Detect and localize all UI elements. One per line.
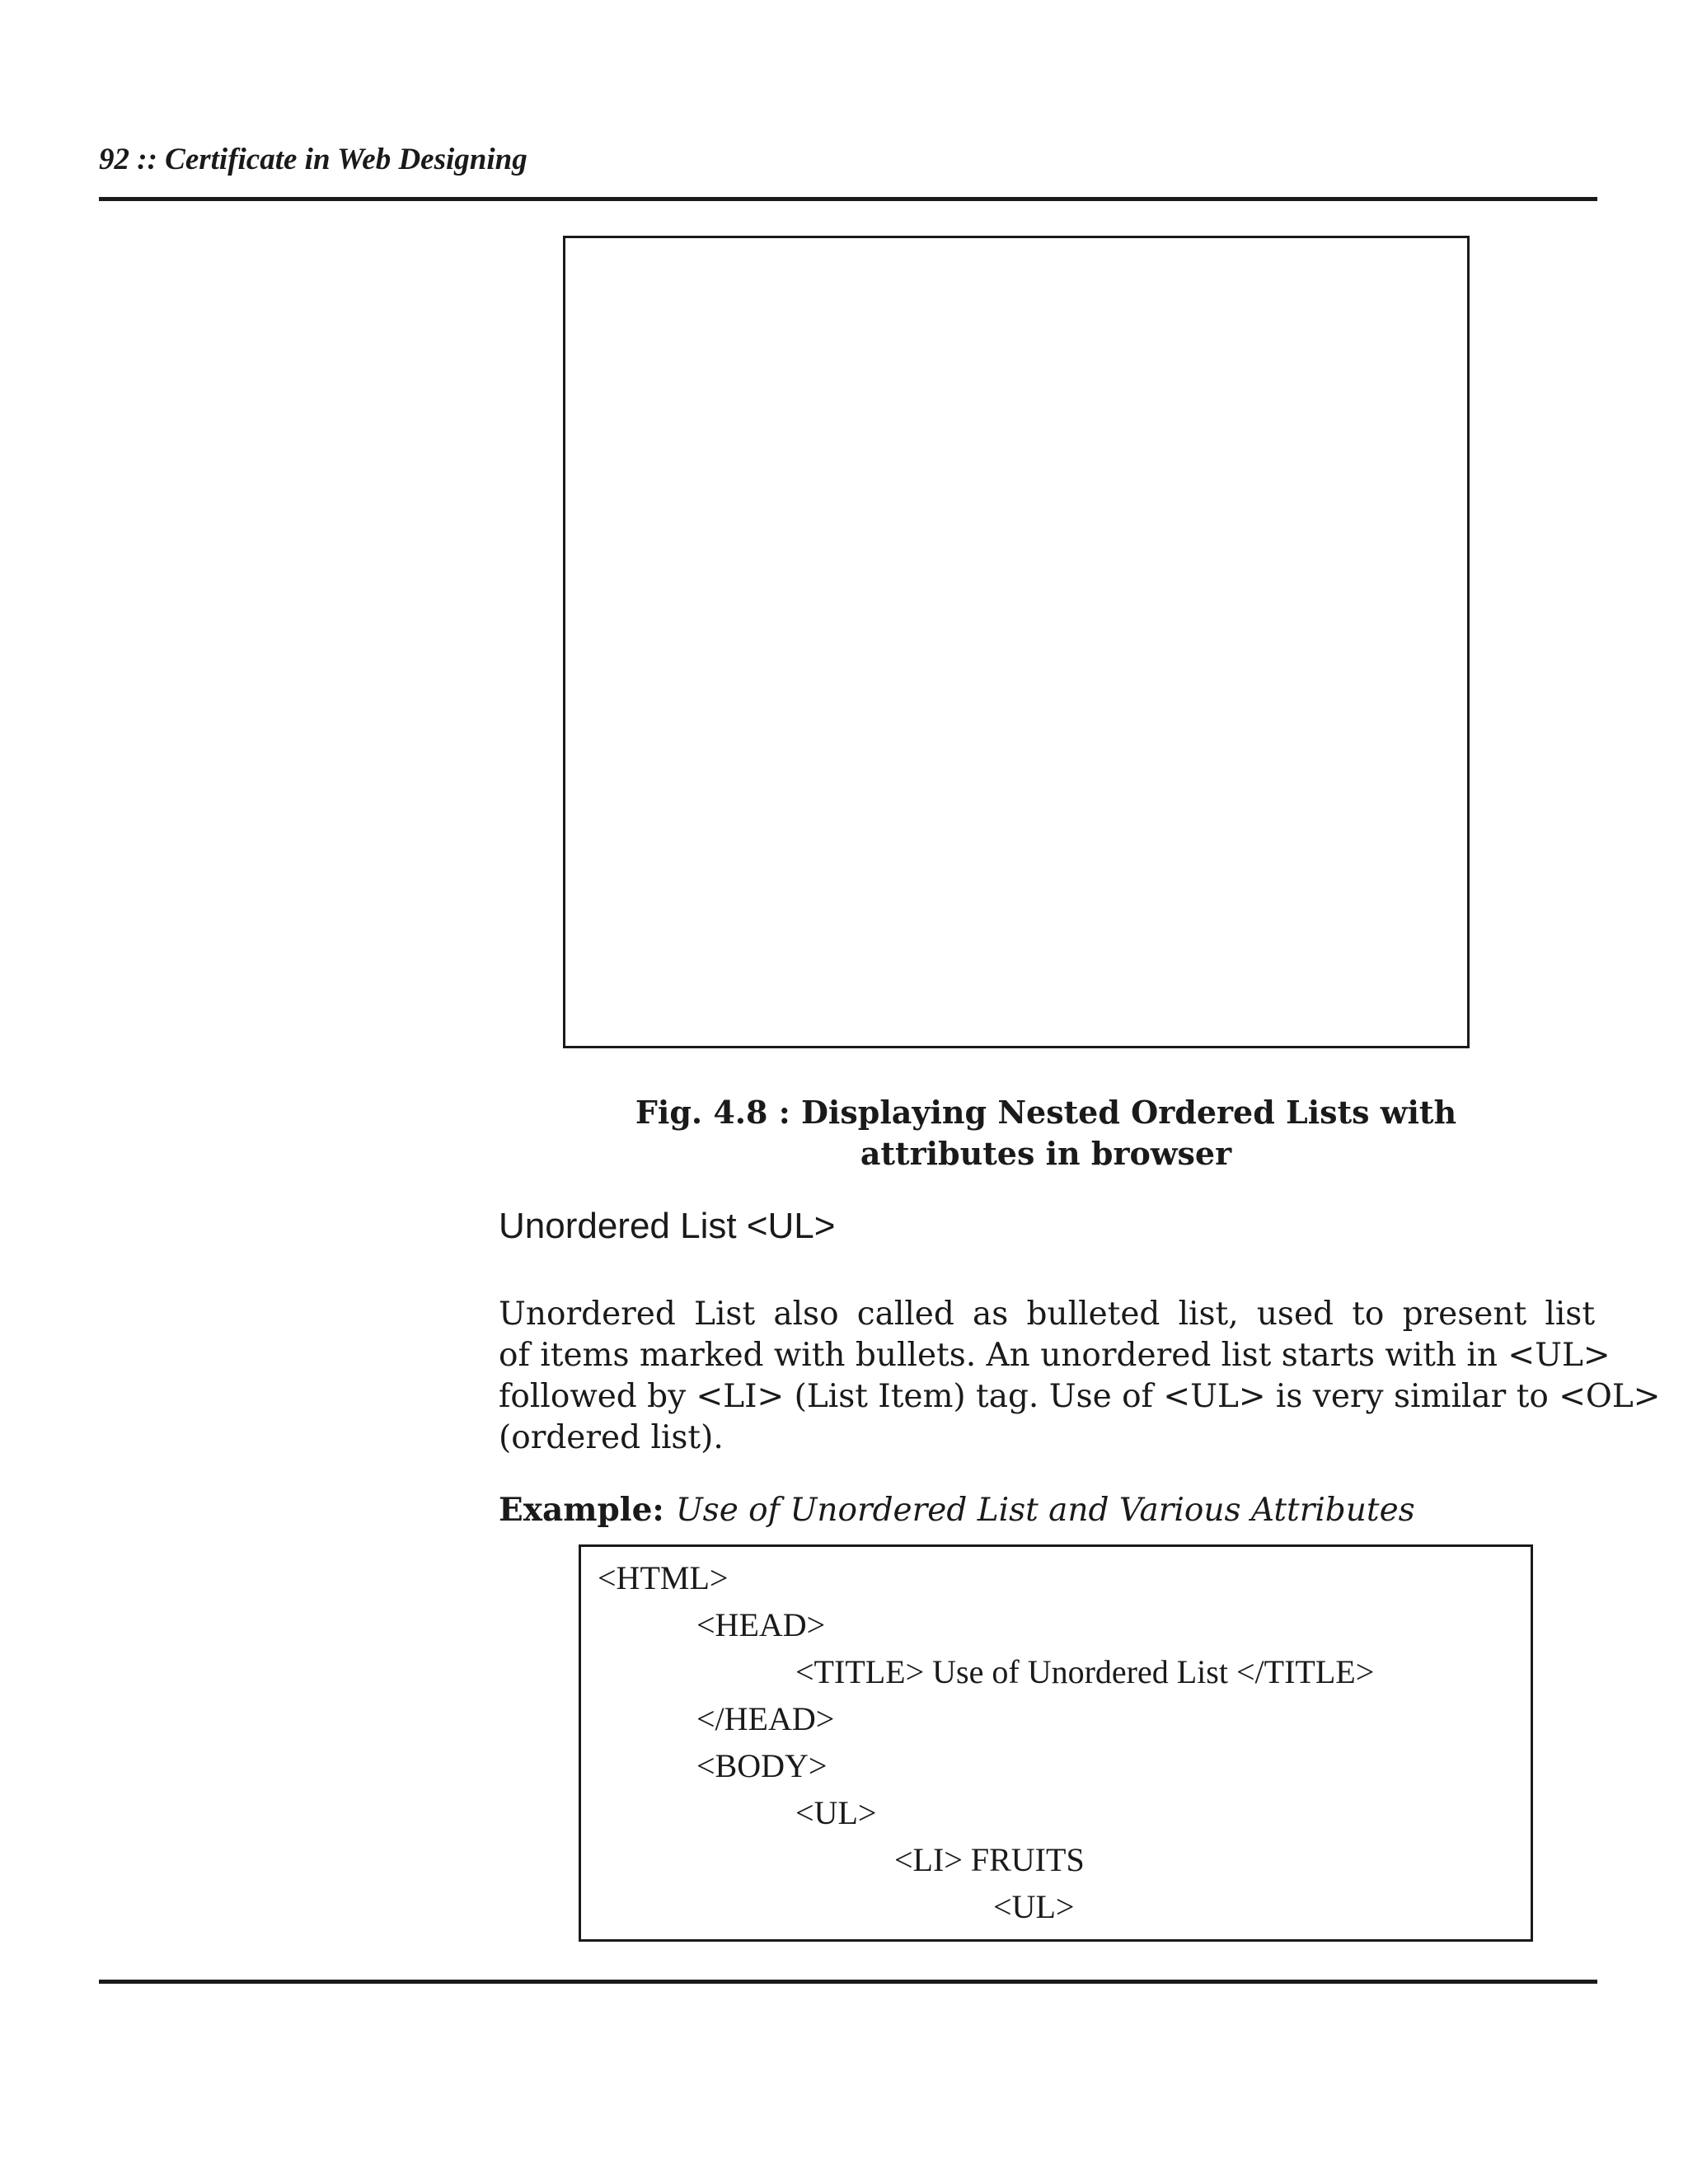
- paragraph-line: followed by <LI> (List Item) tag. Use of <UL> is very similar to <OL>: [499, 1378, 1661, 1415]
- figure-caption: [563, 1092, 1529, 1174]
- running-header: 92 :: Certificate in Web Designing: [99, 143, 528, 176]
- code-line: <LI> FRUITS: [894, 1841, 1085, 1878]
- code-line: <HEAD>: [696, 1606, 826, 1643]
- example-description: Use of Unordered List and Various Attributes: [675, 1492, 1415, 1529]
- code-line: <HTML>: [598, 1559, 729, 1596]
- section-heading: Unordered List <UL>: [499, 1206, 836, 1246]
- header-rule: [99, 197, 1597, 201]
- code-line: <BODY>: [696, 1747, 828, 1784]
- paragraph-line: Unordered List also called as bulleted list, used to present list: [499, 1296, 1595, 1333]
- example-label: Example:: [499, 1491, 664, 1529]
- example-line: [499, 1489, 1415, 1531]
- body-paragraph: [499, 1294, 1661, 1459]
- paragraph-line: of items marked with bullets. An unordered list starts with in <UL>: [499, 1337, 1611, 1374]
- code-line: <UL>: [993, 1888, 1075, 1925]
- code-line: <UL>: [795, 1794, 877, 1831]
- figure-caption-line: attributes in browser: [860, 1135, 1232, 1172]
- code-line: </HEAD>: [696, 1700, 835, 1737]
- paragraph-line: (ordered list).: [499, 1419, 724, 1456]
- figure-frame: [563, 236, 1470, 1048]
- code-line: <TITLE> Use of Unordered List </TITLE>: [795, 1653, 1375, 1690]
- code-box: [579, 1544, 1533, 1942]
- footer-rule: [99, 1980, 1597, 1984]
- figure-caption-line: Fig. 4.8 : Displaying Nested Ordered Lists with: [635, 1094, 1457, 1131]
